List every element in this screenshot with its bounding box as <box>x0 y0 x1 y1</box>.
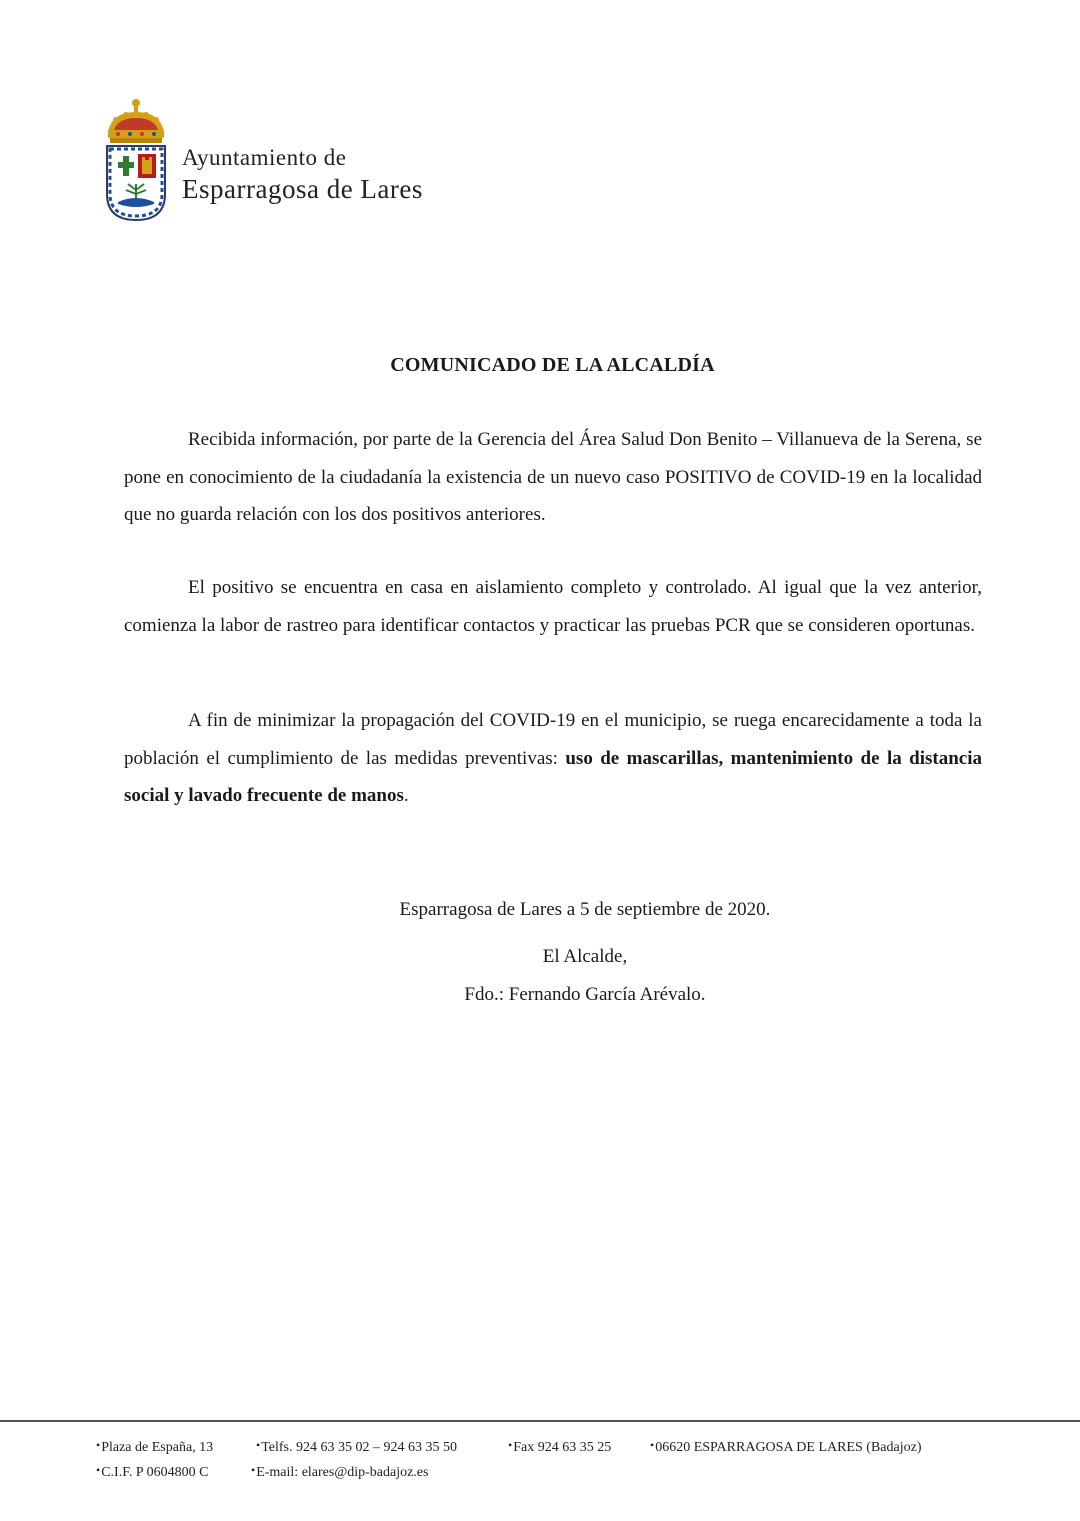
footer-divider <box>0 1420 1080 1422</box>
paragraph-3-text: A fin de minimizar la propagación del COVID-19 en el municipio, se ruega encarecidamente a toda la población el cumplimiento de las medidas preventivas: <box>124 710 982 769</box>
paragraph-3 <box>124 702 982 815</box>
footer-row-2 <box>96 1463 428 1481</box>
footer-email: • E-mail: elares@dip-badajoz.es <box>251 1463 428 1481</box>
paragraph-1: Recibida información, por parte de la Gerencia del Área Salud Don Benito – Villanueva de la Serena, se pone en conocimiento de la ciudadanía la existencia de un nuevo caso POSITIVO de COVID-19 en la localidad que no guarda relación con los dos positivos anteriores. <box>124 429 982 525</box>
footer-address: • Plaza de España, 13 <box>96 1438 256 1456</box>
org-name-line1: Ayuntamiento de <box>182 145 347 170</box>
letterhead <box>104 98 423 222</box>
footer-fax: • Fax 924 63 35 25 <box>508 1438 650 1456</box>
org-name-line2: Esparragosa de Lares <box>182 174 423 204</box>
footer-postal-address: • 06620 ESPARRAGOSA DE LARES (Badajoz) <box>650 1438 921 1456</box>
paragraph-3-end: . <box>403 785 409 806</box>
footer-row-1 <box>96 1438 921 1456</box>
signature-role: El Alcalde, <box>542 946 628 967</box>
paragraph-2: El positivo se encuentra en casa en aislamiento completo y controlado. Al igual que la vez anterior, comienza la labor de rastreo para identificar contactos y practicar las pruebas PCR que se consideren oportunas. <box>124 577 982 636</box>
coat-of-arms-icon <box>104 98 168 222</box>
footer-cif: • C.I.F. P 0604800 C <box>96 1463 251 1481</box>
footer-phones: • Telfs. 924 63 35 02 – 924 63 35 50 <box>256 1438 508 1456</box>
preventive-measures-text: uso de mascarillas, mantenimiento de la distancia social y lavado frecuente de manos <box>124 747 982 806</box>
organization-name <box>182 144 423 206</box>
signature-place-date: Esparragosa de Lares a 5 de septiembre de 2020. <box>399 899 771 920</box>
document-title: COMUNICADO DE LA ALCALDÍA <box>390 354 715 376</box>
signature-name: Fdo.: Fernando García Arévalo. <box>464 984 706 1005</box>
